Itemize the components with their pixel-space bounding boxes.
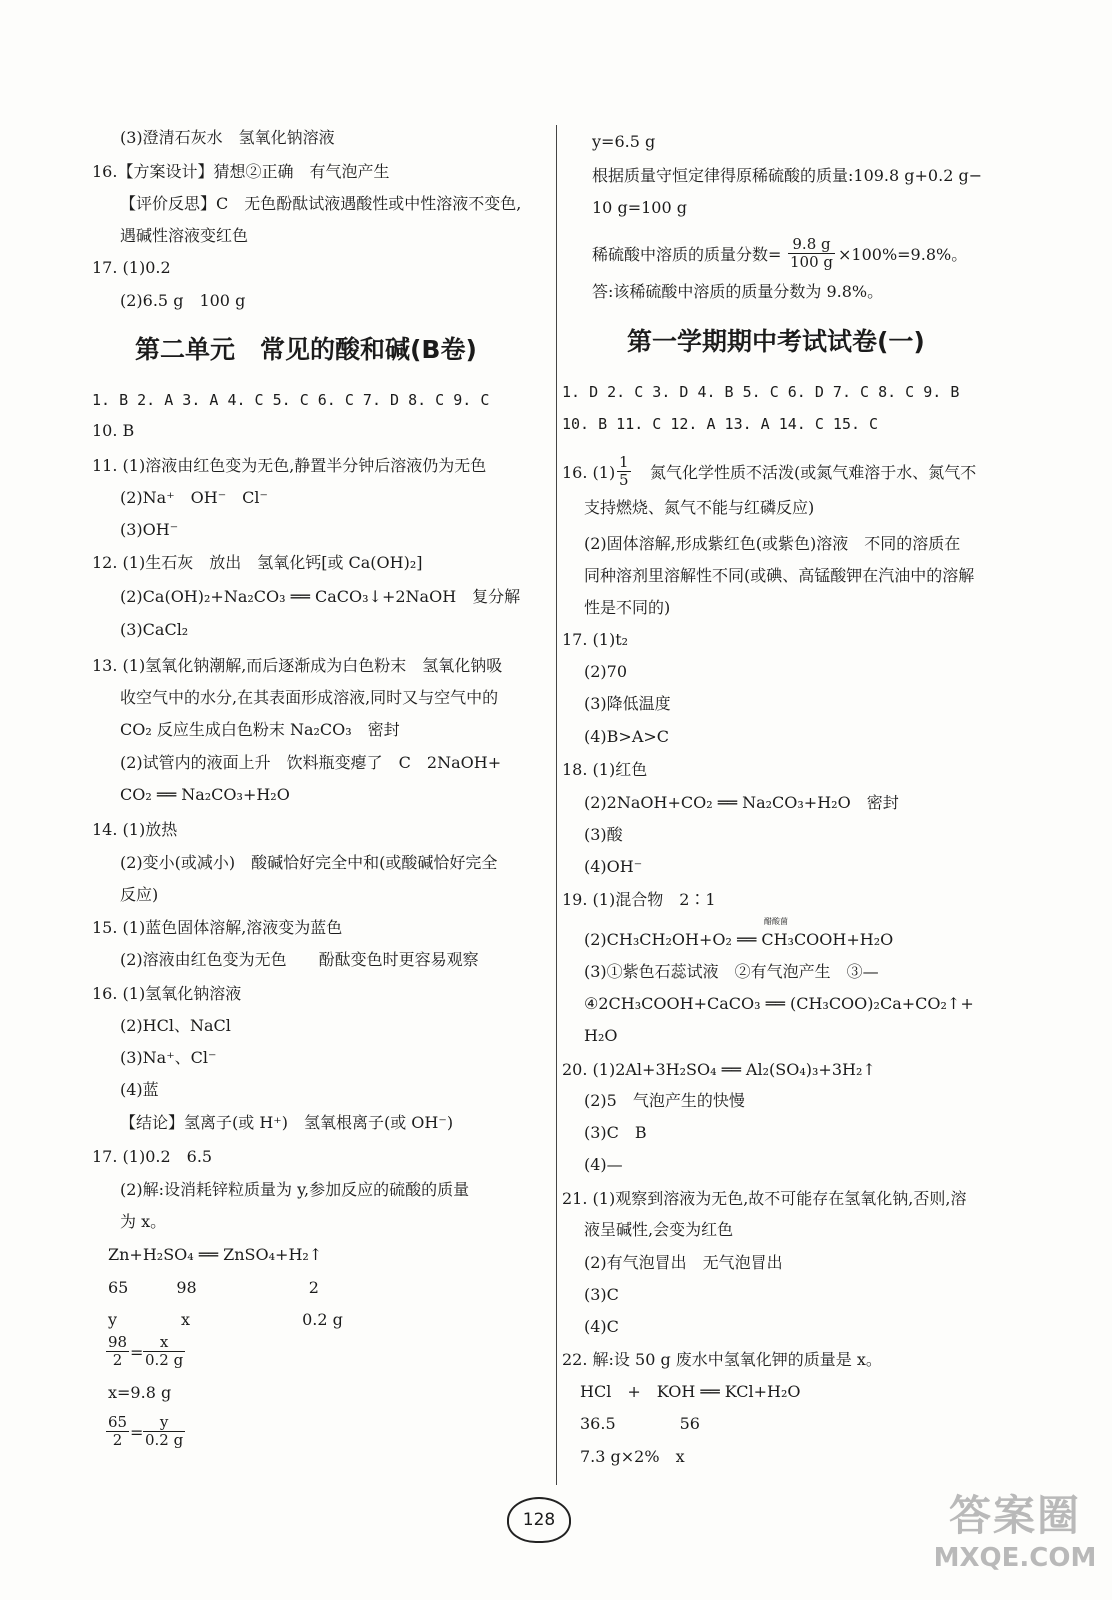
fraction xyxy=(106,1334,129,1369)
answer-line: CO₂ ══ Na₂CO₃+H₂O xyxy=(120,785,290,804)
answer-line: (2)有气泡冒出 无气泡冒出 xyxy=(584,1253,783,1272)
answer-line: (3)降低温度 xyxy=(584,694,671,713)
equation-line: (2)CH₃CH₂OH+O₂ ══ CH₃COOH+H₂O xyxy=(584,930,894,949)
answer-line: 16.【方案设计】猜想②正确 有气泡产生 xyxy=(92,162,390,181)
answer-line: 氮气化学性质不活泼(或氮气难溶于水、氮气不 xyxy=(634,463,977,482)
answer-line: 17. (1)t₂ xyxy=(562,630,629,649)
watermark-url: MXQE.COM xyxy=(933,1543,1097,1573)
answer-line: 遇碱性溶液变红色 xyxy=(120,226,249,245)
answer-line: (2)5 气泡产生的快慢 xyxy=(584,1091,745,1110)
fraction-numerator: x xyxy=(143,1334,185,1352)
equation-line: 20. (1)2Al+3H₂SO₄ ══ Al₂(SO₄)₃+3H₂↑ xyxy=(562,1060,876,1079)
answer-line: (2)HCl、NaCl xyxy=(120,1016,231,1035)
answer-line: (3)C xyxy=(584,1285,619,1304)
answer-line: 1. D 2. C 3. D 4. B 5. C 6. D 7. C 8. C 9. B xyxy=(562,383,960,401)
fraction xyxy=(788,236,835,271)
answer-line: (3)C B xyxy=(584,1123,647,1142)
answer-line: 收空气中的水分,在其表面形成溶液,同时又与空气中的 xyxy=(120,688,499,707)
fraction-denominator: 100 g xyxy=(790,253,834,271)
fraction-numerator: y xyxy=(143,1414,185,1432)
fraction-denominator: 2 xyxy=(112,1351,123,1369)
equation-line: x=9.8 g xyxy=(108,1383,172,1402)
answer-line: 支持燃烧、氮气不能与红磷反应) xyxy=(584,498,815,517)
fraction xyxy=(106,1414,129,1449)
equation-line: y x 0.2 g xyxy=(108,1310,343,1329)
fraction-numerator: 9.8 g xyxy=(788,236,835,254)
answer-line: (4)蓝 xyxy=(120,1080,159,1099)
answer-line: 1. B 2. A 3. A 4. C 5. C 6. C 7. D 8. C 9. C xyxy=(92,391,490,409)
answer-line: 12. (1)生石灰 放出 氢氧化钙[或 Ca(OH)₂] xyxy=(92,553,423,572)
answer-line: 性是不同的) xyxy=(584,598,671,617)
answer-line: 17. (1)0.2 6.5 xyxy=(92,1147,213,1166)
answer-line: 【结论】氢离子(或 H⁺) 氢氧根离子(或 OH⁻) xyxy=(120,1113,454,1132)
answer-line: ×100%=9.8%。 xyxy=(838,245,968,264)
fraction-numerator: 65 xyxy=(108,1413,128,1431)
fraction-denominator: 0.2 g xyxy=(145,1431,184,1449)
equation-line: HCl + KOH ══ KCl+H₂O xyxy=(580,1382,801,1401)
answer-line: 同种溶剂里溶解性不同(或碘、高锰酸钾在汽油中的溶解 xyxy=(584,566,975,585)
answer-line: (2)固体溶解,形成紫红色(或紫色)溶液 不同的溶质在 xyxy=(584,534,961,553)
answer-line: 稀硫酸中溶质的质量分数= xyxy=(592,245,782,264)
watermark-logo xyxy=(930,1490,1100,1590)
answer-line: 18. (1)红色 xyxy=(562,760,648,779)
answer-line: (3)酸 xyxy=(584,825,623,844)
answer-line: CO₂ 反应生成白色粉末 Na₂CO₃ 密封 xyxy=(120,720,400,739)
answer-line: 10. B 11. C 12. A 13. A 14. C 15. C xyxy=(562,415,879,433)
fraction-numerator: 98 xyxy=(108,1333,128,1351)
answer-line: (4)B>A>C xyxy=(584,727,670,746)
answer-line: 17. (1)0.2 xyxy=(92,258,171,277)
fraction-numerator: 1 xyxy=(619,453,629,471)
equals-sign: = xyxy=(130,1423,144,1442)
equation-line: 65 98 2 xyxy=(108,1278,319,1297)
answer-line: (4)OH⁻ xyxy=(584,857,643,876)
fraction xyxy=(143,1414,185,1449)
answer-line: 14. (1)放热 xyxy=(92,820,178,839)
answer-line: (2)变小(或减小) 酸碱恰好完全中和(或酸碱恰好完全 xyxy=(120,853,498,872)
column-divider xyxy=(556,125,557,1485)
reaction-condition: 醋酸菌 xyxy=(764,917,788,926)
answer-line: (3)①紫色石蕊试液 ②有气泡产生 ③— xyxy=(584,962,879,981)
answer-line: 13. (1)氢氧化钠潮解,而后逐渐成为白色粉末 氢氧化钠吸 xyxy=(92,656,503,675)
answer-line: (2)6.5 g 100 g xyxy=(120,291,246,310)
answer-line: 液呈碱性,会变为红色 xyxy=(584,1220,734,1239)
answer-line: 【评价反思】C 无色酚酞试液遇酸性或中性溶液不变色, xyxy=(120,194,522,213)
answer-line: (3)澄清石灰水 氢氧化钠溶液 xyxy=(120,128,335,147)
answer-line: (4)C xyxy=(584,1317,619,1336)
answer-line: 16. (1) xyxy=(562,463,616,482)
page-number: 128 xyxy=(507,1497,571,1543)
answer-line: 答:该稀硫酸中溶质的质量分数为 9.8%。 xyxy=(592,282,884,301)
answer-line: 15. (1)蓝色固体溶解,溶液变为蓝色 xyxy=(92,918,343,937)
answer-line: (2)70 xyxy=(584,662,628,681)
answer-line: 11. (1)溶液由红色变为无色,静置半分钟后溶液仍为无色 xyxy=(92,456,487,475)
equation-line: H₂O xyxy=(584,1026,618,1045)
answer-line: (3)CaCl₂ xyxy=(120,620,189,639)
answer-line: (3)OH⁻ xyxy=(120,520,179,539)
fraction xyxy=(143,1334,185,1369)
equation-line: y=6.5 g xyxy=(592,132,656,151)
fraction-denominator: 2 xyxy=(112,1431,123,1449)
answer-line: 10. B xyxy=(92,421,135,440)
answer-line: 反应) xyxy=(120,885,159,904)
fraction-denominator: 5 xyxy=(619,471,629,489)
section-heading: 第一学期期中考试试卷(一) xyxy=(627,327,925,356)
answer-line: (2)Ca(OH)₂+Na₂CO₃ ══ CaCO₃↓+2NaOH 复分解 xyxy=(120,587,521,606)
equals-sign: = xyxy=(130,1343,144,1362)
equation-line: 7.3 g×2% x xyxy=(580,1447,685,1466)
answer-line: (3)Na⁺、Cl⁻ xyxy=(120,1048,217,1067)
answer-line: 16. (1)氢氧化钠溶液 xyxy=(92,984,242,1003)
equation-line: (2)2NaOH+CO₂ ══ Na₂CO₃+H₂O 密封 xyxy=(584,793,899,812)
answer-line: 10 g=100 g xyxy=(592,198,687,217)
watermark-text: 答案圈 xyxy=(948,1491,1081,1540)
answer-line: 为 x。 xyxy=(120,1212,167,1231)
section-heading: 第二单元 常见的酸和碱(B卷) xyxy=(135,335,477,364)
fraction xyxy=(617,454,631,489)
answer-line: (2)解:设消耗锌粒质量为 y,参加反应的硫酸的质量 xyxy=(120,1180,470,1199)
answer-line: (2)试管内的液面上升 饮料瓶变瘪了 C 2NaOH+ xyxy=(120,753,502,772)
answer-line: 21. (1)观察到溶液为无色,故不可能存在氢氧化钠,否则,溶 xyxy=(562,1189,967,1208)
answer-line: (2)Na⁺ OH⁻ Cl⁻ xyxy=(120,488,268,507)
answer-line: (2)溶液由红色变为无色 酚酞变色时更容易观察 xyxy=(120,950,479,969)
answer-line: (4)— xyxy=(584,1155,623,1174)
fraction-denominator: 0.2 g xyxy=(145,1351,184,1369)
answer-line: 22. 解:设 50 g 废水中氢氧化钾的质量是 x。 xyxy=(562,1350,882,1369)
answer-line: 根据质量守恒定律得原稀硫酸的质量:109.8 g+0.2 g− xyxy=(592,166,983,185)
equation-line: Zn+H₂SO₄ ══ ZnSO₄+H₂↑ xyxy=(108,1245,323,1264)
answer-line: 19. (1)混合物 2∶1 xyxy=(562,890,716,909)
equation-line: 36.5 56 xyxy=(580,1414,700,1433)
equation-line: ④2CH₃COOH+CaCO₃ ══ (CH₃COO)₂Ca+CO₂↑+ xyxy=(584,994,974,1013)
